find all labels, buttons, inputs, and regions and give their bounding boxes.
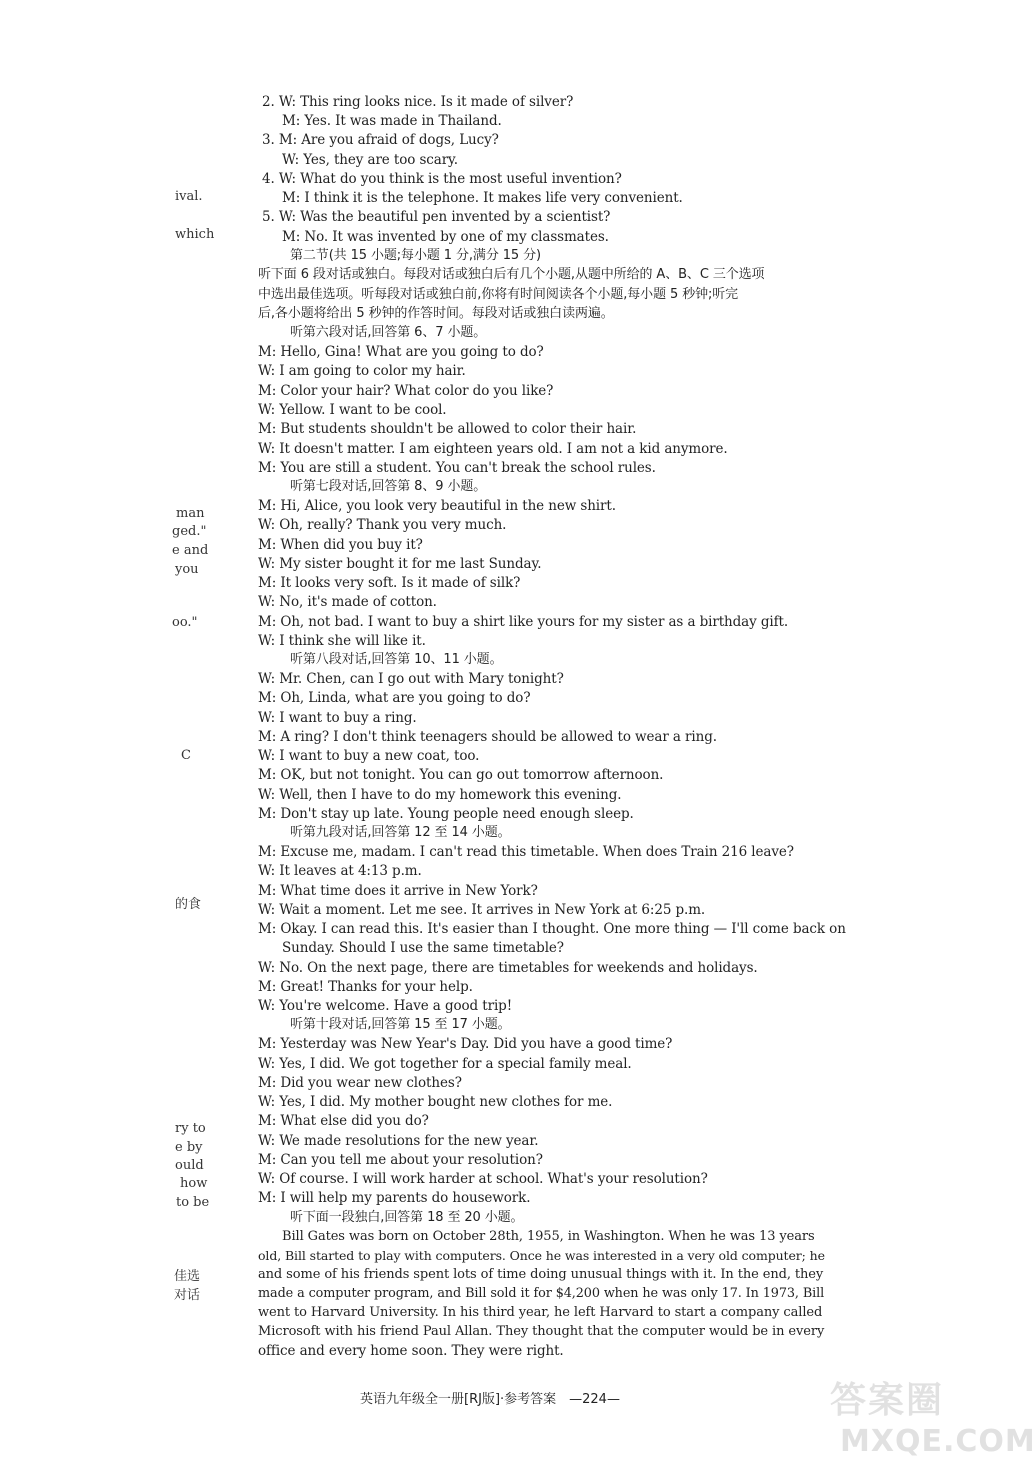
passage-line: old, Bill started to play with computers. Once he was interested in a very old computer; he [258,1248,825,1263]
margin-fragment: 对话 [174,1288,201,1303]
text-line: M: You are still a student. You can't break the school rules. [258,460,656,476]
text-line: M: Can you tell me about your resolution? [258,1152,543,1168]
text-line: M: What else did you do? [258,1113,429,1129]
text-line: W: No. On the next page, there are timetables for weekends and holidays. [258,960,758,976]
monologue-heading: 听下面一段独白,回答第 18 至 20 小题。 [290,1210,524,1225]
text-line: M: Okay. I can read this. It's easier than I thought. One more thing — I'll come back on [258,921,846,937]
text-line: Sunday. Should I use the same timetable? [282,940,564,956]
text-line: M: It looks very soft. Is it made of silk? [258,575,521,591]
margin-fragment: you [175,562,199,577]
text-line: 3. M: Are you afraid of dogs, Lucy? [262,132,499,148]
margin-fragment: man [176,506,205,521]
instruction-line: 后,各小题将给出 5 秒钟的作答时间。每段对话或独白读两遍。 [258,306,614,321]
text-line: W: Well, then I have to do my homework this evening. [258,787,622,803]
dialogue-heading: 听第九段对话,回答第 12 至 14 小题。 [290,825,511,840]
text-line: 2. W: This ring looks nice. Is it made of silver? [262,94,574,110]
margin-fragment: e by [175,1140,203,1155]
text-line: M: Yesterday was New Year's Day. Did you have a good time? [258,1036,673,1052]
margin-fragment: ry to [175,1121,206,1136]
text-line: W: My sister bought it for me last Sunday. [258,556,542,572]
text-line: W: You're welcome. Have a good trip! [258,998,513,1014]
margin-fragment: which [175,227,215,242]
section-heading: 第二节(共 15 小题;每小题 1 分,满分 15 分) [290,248,542,263]
text-line: M: A ring? I don't think teenagers should be allowed to wear a ring. [258,729,717,745]
text-line: M: Did you wear new clothes? [258,1075,462,1091]
text-line: M: Color your hair? What color do you like? [258,383,554,399]
dialogue-heading: 听第七段对话,回答第 8、9 小题。 [290,479,487,494]
text-line: W: I am going to color my hair. [258,363,466,379]
margin-fragment: 的食 [175,897,202,912]
dialogue-heading: 听第六段对话,回答第 6、7 小题。 [290,325,487,340]
text-line: W: Wait a moment. Let me see. It arrives in New York at 6:25 p.m. [258,902,706,918]
text-line: M: But students shouldn't be allowed to color their hair. [258,421,637,437]
instruction-line: 听下面 6 段对话或独白。每段对话或独白后有几个小题,从题中所给的 A、B、C 三个选项 [258,267,765,282]
text-line: W: I want to buy a new coat, too. [258,748,480,764]
text-line: W: Yes, I did. My mother bought new clothes for me. [258,1094,613,1110]
text-line: W: Yes, I did. We got together for a special family meal. [258,1056,632,1072]
margin-fragment: ould [175,1158,204,1173]
text-line: W: Yellow. I want to be cool. [258,402,447,418]
text-line: M: Oh, not bad. I want to buy a shirt like yours for my sister as a birthday gift. [258,614,789,630]
text-line: M: I think it is the telephone. It makes life very convenient. [282,190,683,206]
dialogue-heading: 听第八段对话,回答第 10、11 小题。 [290,652,503,667]
text-line: W: It doesn't matter. I am eighteen years old. I am not a kid anymore. [258,441,728,457]
passage-line: and some of his friends spent lots of time doing unusual things with it. In the end, they [258,1267,824,1282]
text-line: M: When did you buy it? [258,537,423,553]
text-line: M: Oh, Linda, what are you going to do? [258,690,531,706]
passage-line: went to Harvard University. In his third year, he left Harvard to start a company called [258,1305,823,1320]
text-line: M: No. It was invented by one of my classmates. [282,229,609,245]
text-line: M: What time does it arrive in New York? [258,883,538,899]
margin-fragment: to be [176,1195,210,1210]
text-line: W: I want to buy a ring. [258,710,417,726]
passage-line: made a computer program, and Bill sold it for $4,200 when he was only 17. In 1973, Bill [258,1286,825,1301]
text-line: W: Yes, they are too scary. [282,152,458,168]
text-line: 4. W: What do you think is the most useful invention? [262,171,622,187]
text-line: W: I think she will like it. [258,633,426,649]
passage-line: Bill Gates was born on October 28th, 1955, in Washington. When he was 13 years [282,1229,815,1244]
margin-fragment: C [181,748,191,763]
text-line: W: It leaves at 4:13 p.m. [258,863,422,879]
watermark-text-bottom: MXQE.COM [840,1424,1036,1459]
text-line: W: No, it's made of cotton. [258,594,437,610]
text-line: W: Oh, really? Thank you very much. [258,517,507,533]
text-line: M: I will help my parents do housework. [258,1190,531,1206]
text-line: M: Hi, Alice, you look very beautiful in the new shirt. [258,498,616,514]
passage-line: Microsoft with his friend Paul Allan. They thought that the computer would be in every [258,1324,825,1339]
watermark-text-top: 答案圈 [830,1380,945,1421]
text-line: M: Don't stay up late. Young people need enough sleep. [258,806,634,822]
text-line: M: Yes. It was made in Thailand. [282,113,502,129]
page-footer: 英语九年级全一册[RJ版]·参考答案 —224— [360,1392,620,1407]
passage-line: office and every home soon. They were right. [258,1343,564,1359]
text-line: M: Great! Thanks for your help. [258,979,473,995]
margin-fragment: ged." [172,524,207,539]
margin-fragment: how [180,1176,208,1191]
instruction-line: 中选出最佳选项。听每段对话或独白前,你将有时间阅读各个小题,每小题 5 秒钟;听完 [258,287,739,302]
text-line: 5. W: Was the beautiful pen invented by a scientist? [262,209,611,225]
dialogue-heading: 听第十段对话,回答第 15 至 17 小题。 [290,1017,511,1032]
text-line: M: Hello, Gina! What are you going to do? [258,344,544,360]
text-line: W: We made resolutions for the new year. [258,1133,539,1149]
text-line: M: OK, but not tonight. You can go out tomorrow afternoon. [258,767,664,783]
margin-fragment: oo." [172,615,198,630]
margin-fragment: 佳选 [174,1269,201,1284]
text-line: W: Mr. Chen, can I go out with Mary tonight? [258,671,564,687]
watermark [820,1372,1036,1467]
margin-fragment: e and [172,543,209,558]
text-line: M: Excuse me, madam. I can't read this timetable. When does Train 216 leave? [258,844,794,860]
text-line: W: Of course. I will work harder at school. What's your resolution? [258,1171,708,1187]
margin-fragment: ival. [175,189,203,204]
